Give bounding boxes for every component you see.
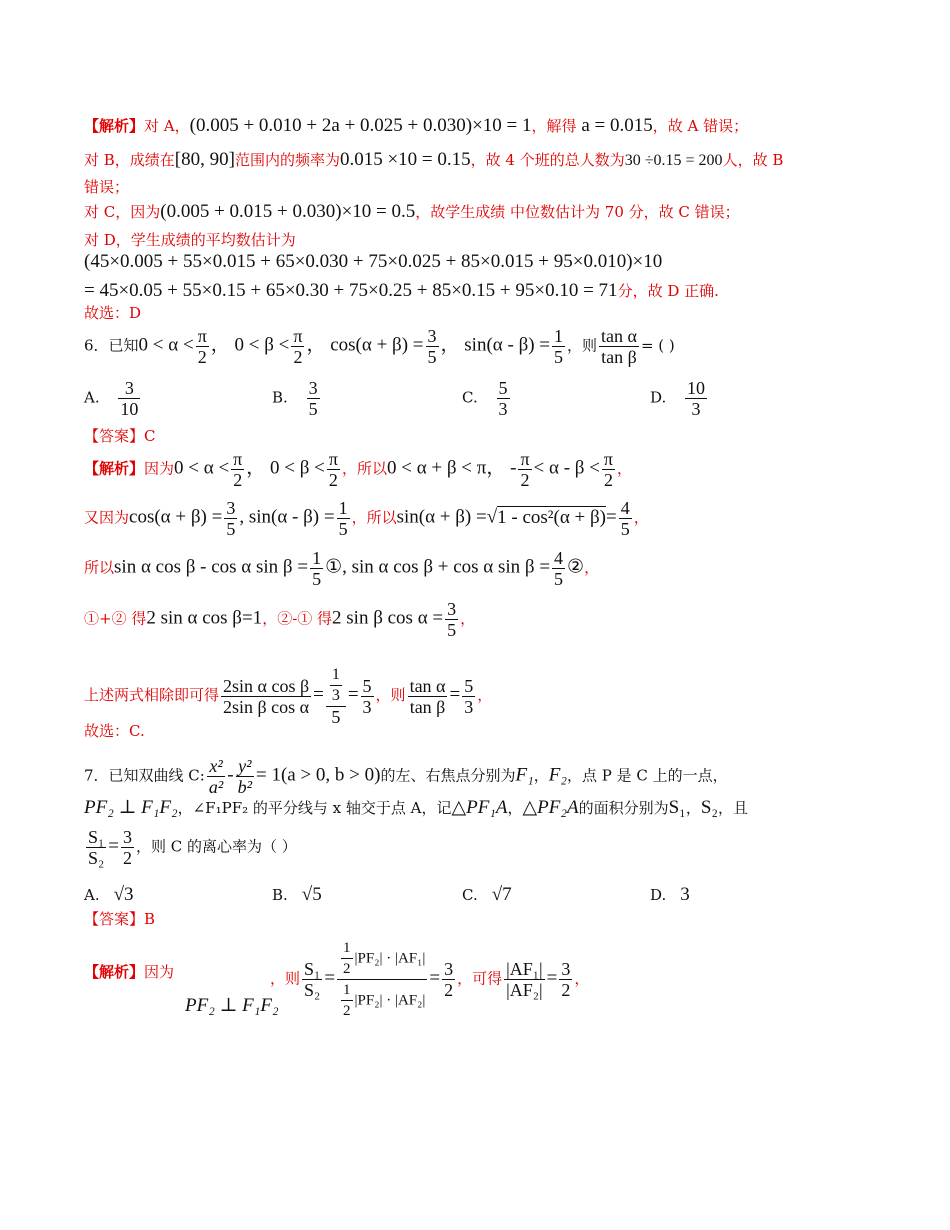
q7-option-d: D. 3 (650, 884, 690, 905)
math-expr: [80, 90] (174, 149, 235, 170)
q7-solution-1: 【解析】因为 (84, 963, 175, 981)
q5-line-3: 错误； (84, 178, 130, 196)
q6-stem: 6．已知0 < α < $\frac{\pi}{2}$ ， 0 < β < $\frac{\pi}{2}$ ， cos(α + β) = $\frac{3}{5}$ ， sin(α - β) = $\frac{1}{5}$ ，则 $\frac{\text{tan α}}{\text{tan β}}$ = ( ) (84, 326, 675, 367)
q5-line-1: 【解析】对 A，(0.005 + 0.010 + 2a + 0.025 + 0.030)×10 = 1，解得 a = 0.015，故 A 错误； (84, 115, 749, 136)
fraction: $\frac{1}{5}$ (554, 326, 564, 367)
math-expr: (0.005 + 0.010 + 2a + 0.025 + 0.030)×10 = 1 (189, 115, 532, 136)
q7-stem-3: $\frac{\text{S₁}}{\text{S₂}}$ = $\frac{3}{2}$ ，则 C 的离心率为（ ） (88, 827, 297, 868)
math-expr: (45×0.005 + 55×0.015 + 65×0.030 + 75×0.025 + 85×0.015 + 95×0.010)×10 (84, 251, 663, 272)
q7-option-a: A. √3 (84, 884, 134, 905)
q6-solution-1: 【解析】因为0 < α < $\frac{\pi}{2}$ ， 0 < β < $\frac{\pi}{2}$ ，所以0 < α + β < π， - $\frac{\pi}{2}$ < α - β < $\frac{\pi}{2}$ ， (84, 449, 633, 490)
q5-line-5: 对 D，学生成绩的平均数估计为 (84, 231, 296, 249)
q7-option-c: C. √7 (462, 884, 512, 905)
math-expr: (0.005 + 0.015 + 0.030)×10 = 0.5 (160, 201, 416, 222)
q6-option-d: D. $\frac{10}{3}$ (650, 378, 706, 419)
fraction: $\frac{\pi}{2}$ (197, 326, 207, 367)
q6-solution-4: ①+② 得2 sin α cos β=1，②-① 得2 sin β cos α = $\frac{3}{5}$ ， (84, 599, 476, 640)
q7-stem-2: PF₂ ⊥ F₁F₂，∠F₁PF₂ 的平分线与 x 轴交于点 A，记△PF₁A，△PF₂A的面积分别为S₁，S₂，且 (84, 797, 749, 818)
fraction: $\frac{\text{tan α}}{\text{tan β}}$ (601, 326, 637, 367)
q5-line-6 (84, 252, 662, 272)
q7-stem-1: 7．已知双曲线 C: $\frac{\text{x²}}{\text{a²}}$ - $\frac{\text{y²}}{\text{b²}}$ = 1(a > 0, b > 0)的左、右焦点分别为F₁，F₂，点 P 是 C 上的一点， (84, 756, 728, 797)
q6-solution-3: 所以sin α cos β - cos α sin β = $\frac{1}{5}$ ①, sin α cos β + cos α sin β = $\frac{4}{5}$ ②， (84, 548, 600, 589)
q6-option-c: C. $\frac{5}{3}$ (462, 378, 508, 419)
q6-answer: 【答案】C (84, 427, 156, 445)
fraction: $\frac{\pi}{2}$ (293, 326, 303, 367)
q7-solution-1-rest: ，则 $\frac{\text{S₁}}{\text{S₂}}$ = $\frac{1}{2}$ |PF₂| · |AF₁| $\frac{1}{2}$ |PF₂| · |AF₂| = $\frac{3}{2}$ ，可得 $\frac{\text{|AF₁|}}{\text{|AF₂|}}$ = $\frac{3}{2}$ ， (270, 940, 590, 1019)
q7-solution-perp: PF₂ ⊥ F₁F₂ (185, 995, 279, 1016)
math-expr: 0.015 ×10 = 0.15 (339, 149, 471, 170)
q7-option-b: B. √5 (272, 884, 322, 905)
q6-solution-5: 上述两式相除即可得 $\frac{\text{2sin α cos β}}{\text{2sin β cos α}}$ = $\frac{\frac{1}{3}}{5}$ = $\frac{5}{3}$ ，则 $\frac{\text{tan α}}{\text{tan β}}$ = $\frac{5}{3}$ ， (84, 666, 493, 727)
q5-line-4: 对 C，因为(0.005 + 0.015 + 0.030)×10 = 0.5，故学生成绩 中位数估计为 70 分，故 C 错误； (84, 201, 740, 222)
q6-solution-2: 又因为cos(α + β) = $\frac{3}{5}$ , sin(α - β) = $\frac{1}{5}$ ，所以sin(α + β) =√1 - cos²(α + β)= $\frac{4}{5}$ ， (84, 498, 649, 539)
fraction: $\frac{3}{5}$ (427, 326, 437, 367)
q6-option-a: A. $\frac{3}{10}$ (84, 378, 139, 419)
analysis-tag: 【解析】 (84, 117, 145, 135)
q6-solution-6: 故选：C. (84, 722, 145, 740)
q5-line-7: = 45×0.05 + 55×0.15 + 65×0.30 + 75×0.25 + 85×0.15 + 95×0.10 = 71分，故 D 正确. (84, 280, 719, 301)
q6-option-b: B. $\frac{3}{5}$ (272, 378, 318, 419)
sqrt-sign: √ (486, 506, 498, 528)
q7-answer: 【答案】B (84, 910, 156, 928)
math-expr: 30 ÷0.15 = 200 (624, 152, 723, 169)
q5-line-2: 对 B，成绩在[80, 90]范围内的频率为0.015 ×10 = 0.15，故 4 个班的总人数为30 ÷0.15 = 200人，故 B (84, 149, 784, 170)
math-expr: a = 0.015 (581, 115, 653, 136)
math-expr: = 45×0.05 + 55×0.15 + 65×0.30 + 75×0.25 + 85×0.15 + 95×0.10 = 71 (84, 280, 618, 301)
q5-line-8: 故选：D (84, 304, 142, 322)
